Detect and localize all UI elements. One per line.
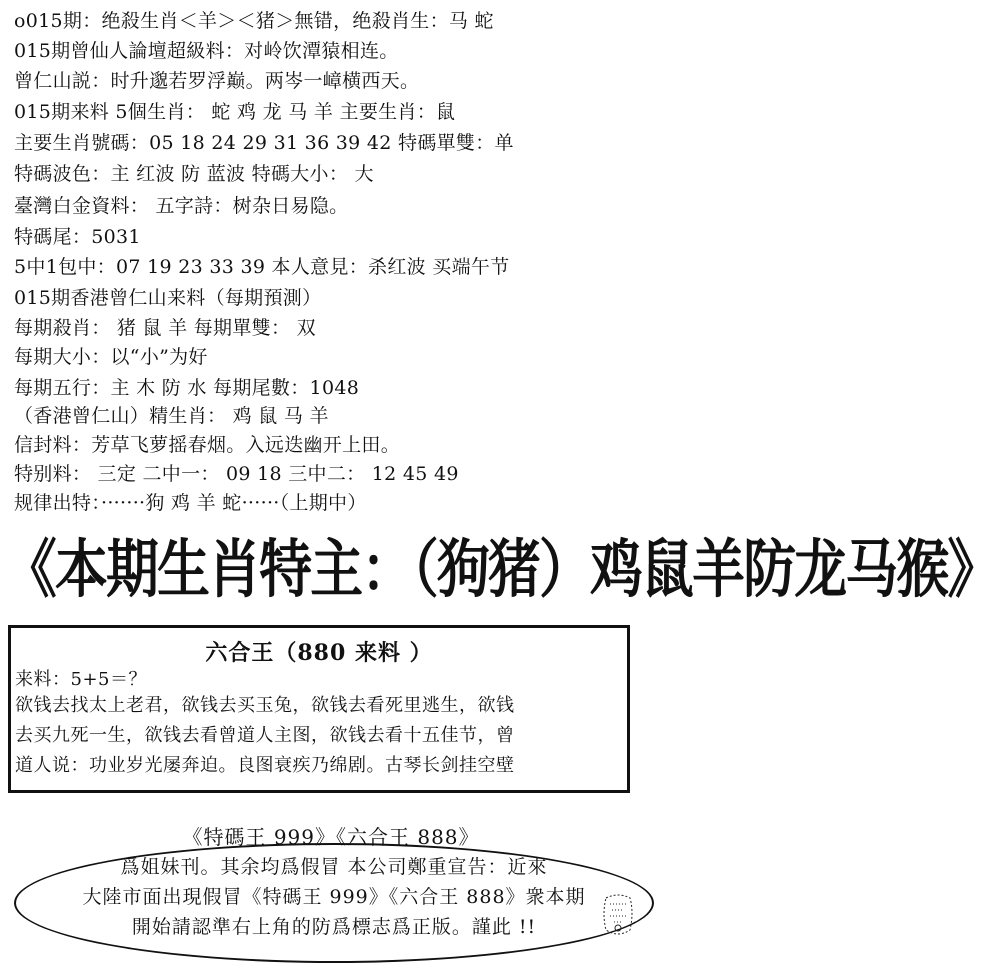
box-line-2: 欲钱去找太上老君，欲钱去买玉兔，欲钱去看死里逃生，欲钱 (15, 695, 515, 716)
text-line-11: 每期殺肖： 猪 鼠 羊 每期單雙： 双 (14, 317, 316, 339)
text-line-5: 主要生肖號碼：05 18 24 29 31 36 39 42 特碼單雙：单 (14, 132, 514, 154)
box-title: 六合王（880 来料 ） (205, 640, 433, 666)
text-line-14: （香港曾仁山）精生肖： 鸡 鼠 马 羊 (14, 405, 329, 427)
text-line-17: 规律出特：·······狗 鸡 羊 蛇······（上期中） (14, 492, 367, 514)
text-line-16: 特别料： 三定 二中一： 09 18 三中二： 12 45 49 (14, 463, 459, 485)
text-line-3: 曾仁山説：时升邈若罗浮巅。两岑一嶂横西天。 (14, 70, 420, 92)
text-line-6: 特碼波色：主 红波 防 蓝波 特碼大小： 大 (14, 163, 374, 185)
box-line-4: 道人说：功业岁光屡奔迫。良图衰疾乃绵剧。古琴长剑挂空壁 (15, 755, 515, 776)
footer-line-3: 開始請認準右上角的防爲標志爲正版。謹此 !! (131, 916, 537, 938)
text-line-9: 5中1包中：07 19 23 33 39 本人意見：杀红波 买端午节 (14, 256, 510, 278)
box-line-1: 来料：5+5＝？ (15, 669, 147, 690)
footer-line-2: 大陸市面出現假冒《特碼王 999》《六合王 888》衆本期 (82, 886, 586, 908)
footer-line-1: 爲姐妹刊。其余均爲假冒 本公司鄭重宣告：近來 (120, 856, 548, 878)
liuhe-box (8, 625, 630, 793)
footer-title: 《特碼王 999》《六合王 888》 (182, 825, 480, 849)
text-line-15: 信封料：芳草飞萝摇春烟。入远迭幽开上田。 (14, 434, 401, 456)
anti-counterfeit-seal-icon (600, 892, 636, 938)
text-line-4: 015期来料 5個生肖： 蛇 鸡 龙 马 羊 主要生肖：鼠 (14, 101, 456, 123)
text-line-7: 臺灣白金資料： 五字詩：树杂日易隐。 (14, 195, 349, 217)
headline-banner: 《本期生肖特主：（狗猪）鸡鼠羊防龙马猴》 (4, 533, 998, 607)
text-line-1: o015期：绝殺生肖＜羊＞＜猪＞無错，绝殺肖生：马 蛇 (14, 10, 494, 32)
text-line-8: 特碼尾：5031 (14, 226, 141, 248)
text-line-12: 每期大小：以“小”为好 (14, 346, 208, 368)
text-line-13: 每期五行：主 木 防 水 每期尾數：1048 (14, 377, 360, 399)
box-line-3: 去买九死一生，欲钱去看曾道人主图，欲钱去看十五佳节，曾 (15, 725, 515, 746)
footer-oval (14, 843, 654, 963)
text-line-2: 015期曾仙人論壇超級料：对岭饮潭猿相连。 (14, 40, 399, 62)
text-line-10: 015期香港曾仁山来料（每期預測） (14, 287, 322, 309)
